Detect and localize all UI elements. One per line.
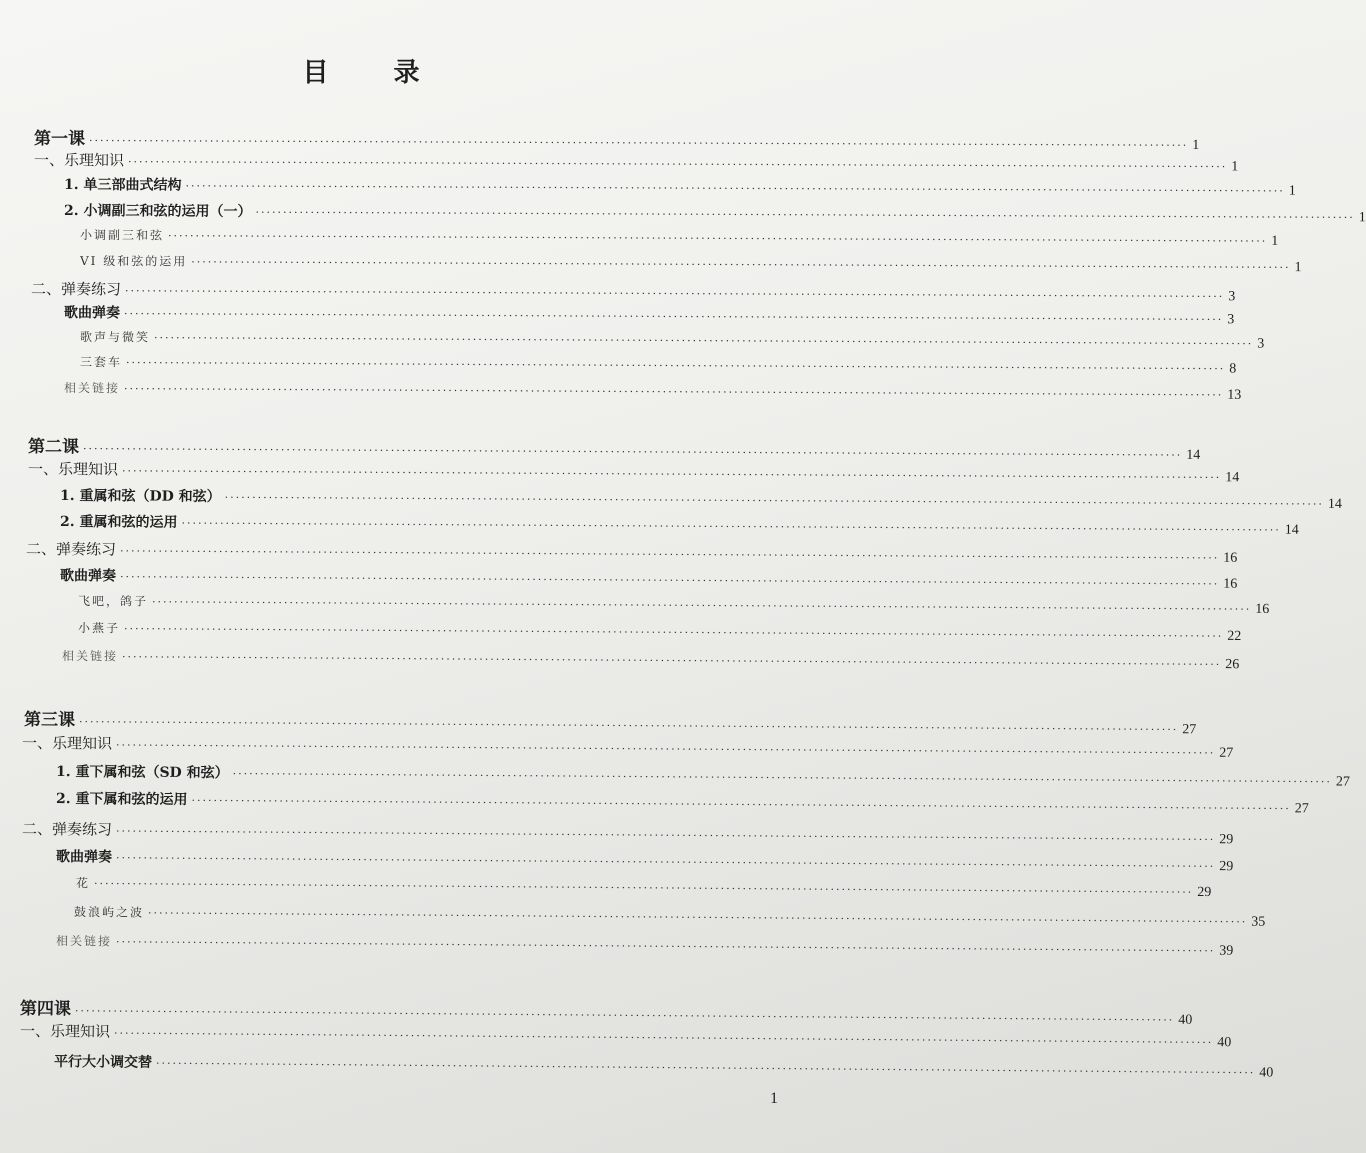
toc-entry	[53, 1051, 1274, 1081]
toc-entry-label: VI 级和弦的运用	[79, 254, 188, 269]
toc-entry-label: 一、乐理知识	[33, 151, 125, 170]
toc-entry	[30, 278, 1236, 305]
dot-leader: ········································································································································································································	[224, 491, 1324, 511]
toc-entry-page: 3	[1257, 336, 1265, 352]
toc-entry-page: 16	[1255, 601, 1270, 618]
toc-entry-label: 一、乐理知识	[21, 734, 113, 753]
toc-entry-page: 29	[1219, 832, 1234, 848]
dot-leader: ········································································································································································································	[147, 906, 1248, 929]
toc-entry-page: 27	[1335, 774, 1350, 790]
toc-entry-page: 16	[1223, 550, 1238, 566]
toc-entry-page: 35	[1251, 914, 1266, 930]
toc-entry-page: 40	[1259, 1065, 1274, 1081]
dot-leader: ········································································································································································································	[151, 595, 1252, 616]
toc-entry-label: 第二课	[27, 437, 80, 458]
toc-entry-label: 飞吧，鸽子	[77, 594, 149, 609]
dot-leader: ········································································································································································································	[155, 1056, 1256, 1080]
toc-entry-page: 29	[1219, 859, 1234, 875]
toc-entry-label: 第一课	[33, 129, 86, 150]
toc-entry-label: 平行大小调交替	[53, 1054, 153, 1071]
dot-leader: ········································································································································································································	[78, 715, 1179, 737]
dot-leader: ········································································································································································································	[88, 134, 1189, 153]
toc-entry-page: 8	[1229, 361, 1237, 377]
toc-entry	[63, 174, 1296, 199]
dot-leader: ········································································································································································································	[119, 544, 1220, 565]
toc-entry-page: 1	[1192, 138, 1200, 154]
dot-leader: ········································································································································································································	[121, 650, 1222, 672]
toc-entry-page: 3	[1227, 312, 1235, 328]
toc-entry-page: 1	[1231, 159, 1239, 175]
toc-entry-page: 1	[1358, 210, 1366, 226]
toc-entry-label: 2. 重属和弦的运用	[59, 514, 178, 531]
toc-entry-label: 1. 重属和弦（DD 和弦）	[59, 488, 221, 505]
toc-entry-label: 一、乐理知识	[19, 1022, 111, 1041]
toc-entry-label: 1. 重下属和弦（SD 和弦）	[55, 764, 229, 782]
toc-entry	[59, 565, 1238, 592]
dot-leader: ········································································································································································································	[232, 767, 1332, 789]
dot-leader: ········································································································································································································	[115, 851, 1216, 874]
dot-leader: ········································································································································································································	[181, 516, 1281, 537]
dot-leader: ········································································································································································································	[119, 570, 1220, 591]
toc-entry-page: 14	[1186, 447, 1201, 463]
toc-entry-page: 3	[1228, 289, 1236, 305]
toc-entry-page: 1	[1294, 260, 1302, 276]
toc-entry-label: 歌曲弹奏	[55, 849, 113, 866]
dot-leader: ········································································································································································································	[191, 794, 1291, 816]
toc-entry	[73, 903, 1266, 930]
toc-entry-page: 1	[1288, 183, 1296, 199]
toc-entry-label: 一、乐理知识	[27, 460, 119, 479]
toc-entry-label: 鼓浪屿之波	[73, 905, 145, 920]
dot-leader: ········································································································································································································	[191, 255, 1291, 275]
dot-leader: ········································································································································································································	[115, 738, 1216, 760]
toc-entry-page: 22	[1227, 628, 1242, 644]
toc-entry-page: 14	[1225, 470, 1240, 486]
dot-leader: ········································································································································································································	[93, 877, 1194, 899]
dot-leader: ········································································································································································································	[125, 356, 1226, 376]
toc-entry-page: 1	[1271, 233, 1279, 249]
toc-entry-page: 27	[1294, 801, 1309, 817]
toc-entry-page: 13	[1227, 387, 1242, 403]
toc-entry-page: 14	[1327, 496, 1342, 512]
toc-entry-label: 1. 单三部曲式结构	[63, 177, 182, 194]
toc-entry-label: 二、弹奏练习	[30, 280, 122, 299]
toc-entry-page: 27	[1182, 722, 1197, 738]
toc-entry-label: 三套车	[79, 355, 123, 370]
toc-entry	[59, 485, 1342, 512]
toc-entry-page: 40	[1178, 1012, 1193, 1028]
toc-entry-label: 歌曲弹奏	[59, 568, 117, 585]
toc-entry-page: 26	[1225, 657, 1240, 673]
dot-leader: ········································································································································································································	[123, 622, 1224, 643]
dot-leader: ········································································································································································································	[255, 205, 1355, 225]
toc-entry	[79, 252, 1302, 276]
toc-entry-label: 二、弹奏练习	[21, 820, 113, 839]
toc-entry-page: 14	[1284, 522, 1299, 538]
toc-entry	[27, 458, 1240, 486]
toc-entry-label: 第四课	[19, 999, 72, 1020]
toc-entry	[55, 846, 1234, 875]
toc-entry-label: 相关链接	[63, 381, 121, 396]
toc-entry-label: 相关链接	[61, 649, 119, 664]
page-number: 1	[770, 1090, 778, 1107]
toc-entry-label: 二、弹奏练习	[25, 540, 117, 559]
toc-entry-label: 2. 重下属和弦的运用	[55, 791, 188, 808]
dot-leader: ········································································································································································································	[74, 1004, 1175, 1027]
toc-entry	[33, 149, 1239, 175]
toc-entry-label: 小调副三和弦	[79, 228, 165, 243]
toc-entry	[21, 732, 1234, 761]
dot-leader: ········································································································································································································	[185, 179, 1285, 198]
toc-entry	[79, 226, 1279, 249]
dot-leader: ········································································································································································································	[82, 442, 1183, 462]
toc-entry-label: 小燕子	[77, 621, 121, 636]
toc-entry	[33, 124, 1200, 154]
toc-entry	[55, 761, 1350, 790]
dot-leader: ········································································································································································································	[153, 331, 1254, 351]
toc-entry	[63, 379, 1242, 403]
dot-leader: ········································································································································································································	[113, 1026, 1214, 1050]
page-title: 目 录	[302, 58, 448, 88]
toc-entry	[25, 538, 1238, 566]
dot-leader: ········································································································································································································	[123, 307, 1224, 327]
toc-entry	[27, 432, 1201, 463]
toc-entry	[79, 353, 1237, 377]
toc-entry	[61, 647, 1240, 673]
toc-entry-label: 2. 小调副三和弦的运用（一）	[63, 203, 252, 220]
dot-leader: ········································································································································································································	[123, 382, 1224, 402]
toc-entry	[23, 705, 1197, 738]
toc-entry-label: 花	[75, 876, 91, 891]
toc-entry	[77, 592, 1270, 618]
dot-leader: ········································································································································································································	[167, 229, 1268, 248]
toc-entry-label: 第三课	[23, 710, 76, 731]
dot-leader: ········································································································································································································	[124, 284, 1225, 304]
toc-entry-label: 歌曲弹奏	[63, 305, 121, 322]
toc-entry-page: 16	[1223, 576, 1238, 592]
dot-leader: ········································································································································································································	[127, 155, 1228, 174]
toc-entry-label: 相关链接	[55, 934, 113, 949]
dot-leader: ········································································································································································································	[121, 464, 1222, 485]
toc-entry	[79, 328, 1265, 352]
toc-entry	[63, 302, 1235, 328]
toc-entry-page: 39	[1219, 943, 1234, 959]
toc-entry	[59, 511, 1299, 538]
toc-entry	[77, 619, 1242, 644]
toc-entry	[63, 200, 1366, 226]
toc-entry-page: 29	[1197, 884, 1212, 901]
toc-entry	[55, 932, 1234, 959]
toc-entry	[75, 874, 1212, 901]
dot-leader: ········································································································································································································	[115, 824, 1216, 847]
toc-entry-page: 40	[1217, 1035, 1232, 1051]
dot-leader: ········································································································································································································	[115, 935, 1216, 958]
toc-entry-page: 27	[1219, 745, 1234, 761]
toc-entry	[21, 818, 1234, 848]
toc-entry-label: 歌声与微笑	[79, 330, 151, 345]
toc-entry	[55, 788, 1309, 817]
